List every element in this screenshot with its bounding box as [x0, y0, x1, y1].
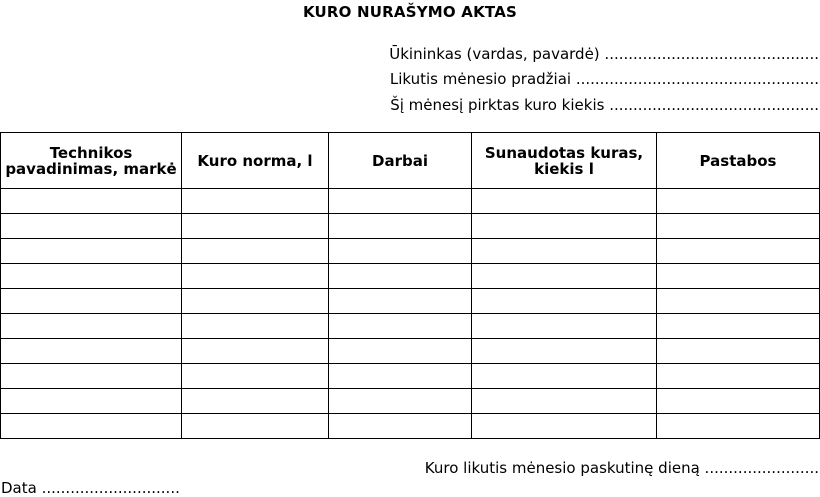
table-cell[interactable] — [329, 414, 472, 439]
table-cell[interactable] — [657, 289, 820, 314]
table-cell[interactable] — [657, 314, 820, 339]
table-row — [1, 364, 820, 389]
table-cell[interactable] — [1, 414, 182, 439]
document-title: KURO NURAŠYMO AKTAS — [302, 3, 518, 21]
table-row — [1, 389, 820, 414]
table-cell[interactable] — [472, 314, 657, 339]
table-cell[interactable] — [1, 289, 182, 314]
table-cell[interactable] — [1, 314, 182, 339]
table-row — [1, 264, 820, 289]
table-cell[interactable] — [472, 264, 657, 289]
fuel-writeoff-table — [0, 132, 820, 439]
table-cell[interactable] — [472, 339, 657, 364]
header-fuel-used: Sunaudotas kuras, kiekis l — [472, 133, 657, 189]
table-cell[interactable] — [1, 339, 182, 364]
table-cell[interactable] — [329, 314, 472, 339]
table-cell[interactable] — [472, 189, 657, 214]
table-cell[interactable] — [329, 339, 472, 364]
table-cell[interactable] — [657, 239, 820, 264]
header-fuel-norm: Kuro norma, l — [182, 133, 329, 189]
table-cell[interactable] — [1, 189, 182, 214]
table-row — [1, 289, 820, 314]
date-field: Data ............................. — [1, 479, 180, 497]
table-row — [1, 339, 820, 364]
table-cell[interactable] — [182, 239, 329, 264]
farmer-name-field: Ūkininkas (vardas, pavardė) ............................................. — [389, 45, 819, 63]
table-cell[interactable] — [472, 389, 657, 414]
table-cell[interactable] — [182, 264, 329, 289]
table-cell[interactable] — [1, 214, 182, 239]
table-cell[interactable] — [329, 364, 472, 389]
table-row — [1, 214, 820, 239]
table-cell[interactable] — [472, 239, 657, 264]
table-cell[interactable] — [182, 364, 329, 389]
table-cell[interactable] — [329, 239, 472, 264]
table-cell[interactable] — [329, 389, 472, 414]
table-cell[interactable] — [472, 364, 657, 389]
table-body — [1, 189, 820, 439]
header-machinery-name: Technikos pavadinimas, markė — [1, 133, 182, 189]
table-cell[interactable] — [472, 289, 657, 314]
table-cell[interactable] — [1, 364, 182, 389]
table-cell[interactable] — [329, 264, 472, 289]
table-cell[interactable] — [1, 389, 182, 414]
table-cell[interactable] — [329, 289, 472, 314]
table-row — [1, 239, 820, 264]
table-cell[interactable] — [182, 414, 329, 439]
table-cell[interactable] — [182, 289, 329, 314]
header-works: Darbai — [329, 133, 472, 189]
table-cell[interactable] — [657, 389, 820, 414]
table-cell[interactable] — [657, 189, 820, 214]
table-cell[interactable] — [472, 214, 657, 239]
table-header-row — [1, 133, 820, 189]
table-cell[interactable] — [182, 389, 329, 414]
purchased-fuel-field: Šį mėnesį pirktas kuro kiekis ............................................ — [390, 96, 819, 114]
table-row — [1, 314, 820, 339]
table-cell[interactable] — [1, 264, 182, 289]
table-row — [1, 414, 820, 439]
table-cell[interactable] — [472, 414, 657, 439]
table-cell[interactable] — [657, 339, 820, 364]
header-notes: Pastabos — [657, 133, 820, 189]
table-cell[interactable] — [329, 189, 472, 214]
table-cell[interactable] — [657, 214, 820, 239]
table-row — [1, 189, 820, 214]
table-cell[interactable] — [329, 214, 472, 239]
table-cell[interactable] — [182, 314, 329, 339]
table-cell[interactable] — [1, 239, 182, 264]
start-balance-field: Likutis mėnesio pradžiai ................................................... — [389, 70, 819, 88]
table-cell[interactable] — [657, 364, 820, 389]
table-cell[interactable] — [657, 414, 820, 439]
table-cell[interactable] — [182, 214, 329, 239]
end-balance-field: Kuro likutis mėnesio paskutinę dieną ........................ — [424, 459, 819, 477]
table-cell[interactable] — [182, 339, 329, 364]
table-cell[interactable] — [657, 264, 820, 289]
table-cell[interactable] — [182, 189, 329, 214]
